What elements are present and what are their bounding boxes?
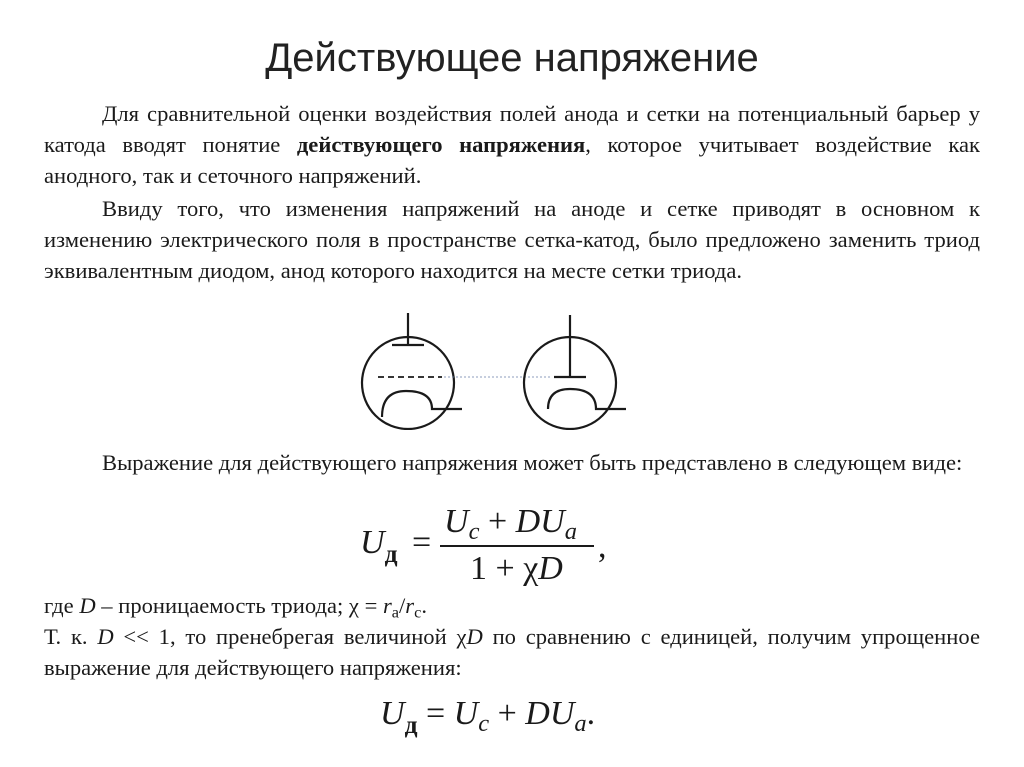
paragraph-intro-text: Для сравнительной оценки воздействия полей анода и сетки на потенциальный барьер у катода вводят понятие: [44, 101, 980, 157]
formula1-denominator: 1 + χD: [470, 550, 563, 587]
paragraph-intro: [44, 98, 980, 191]
triode-envelope: [362, 337, 454, 429]
page-title: Действующее напряжение: [265, 36, 759, 80]
formula1-lhs: $U_д$ =: [360, 524, 432, 568]
diode-symbol: [524, 315, 626, 429]
triode-diode-diagram: [340, 305, 650, 430]
paragraph-expression-intro: Выражение для действующего напряжения может быть представлено в следующем виде:: [102, 450, 963, 475]
formula1-fraction-bar: [440, 545, 594, 547]
triode-symbol: [362, 313, 462, 429]
paragraph-simplification: Т. к. D << 1, то пренебрегая величиной χD по сравнению с единицей, получим упрощенное выражение для действующего напряжения:: [44, 624, 980, 680]
formula-simplified: $U_д = U_c + DU_a$.: [380, 695, 596, 739]
paragraph-intro-text-end: , которое учитывает воздействие как анодного, так и сеточного напряжений.: [44, 132, 980, 188]
paragraph-where: где D – проницаемость триода; $\chi = r_a/r_c$.: [44, 593, 427, 622]
formula1-numerator: $U_c + DU_a$: [444, 503, 577, 545]
paragraph-equivalent-diode: Ввиду того, что изменения напряжений на аноде и сетке приводят в основном к изменению электрического поля в пространстве сетка-катод, было предложено заменить триод эквивалентным диодом, анод которого находится на месте сетки триода.: [44, 196, 980, 283]
formula1-trailing-comma: ,: [598, 528, 607, 565]
term-effective-voltage: действующего напряжения: [296, 132, 586, 157]
